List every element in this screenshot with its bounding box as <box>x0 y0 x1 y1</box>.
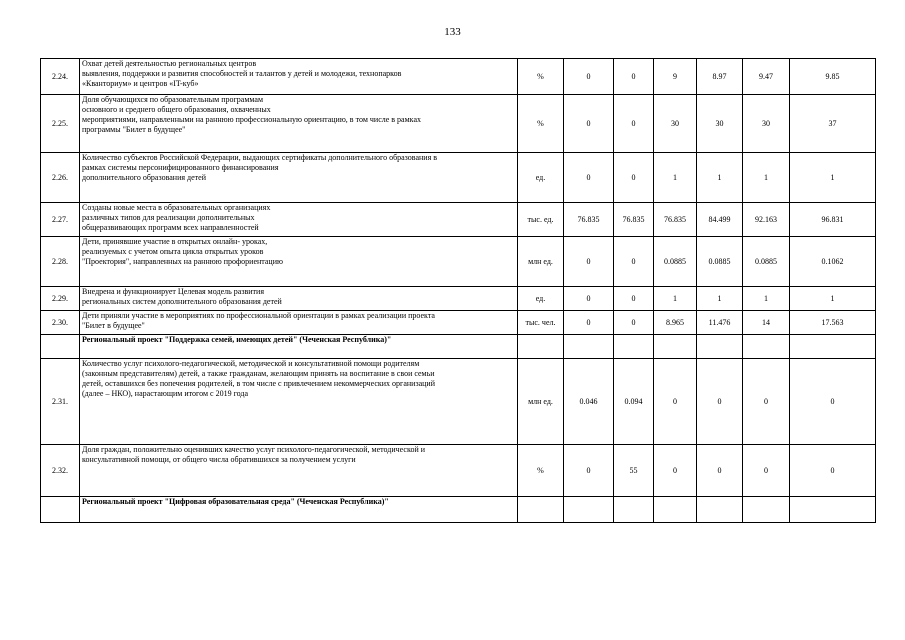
section-title-cell <box>80 335 518 359</box>
description-line: региональных систем дополнительного образования детей <box>82 297 282 306</box>
value-cell: 0.0885 <box>697 237 743 287</box>
value-cell: 8.97 <box>697 59 743 95</box>
value-cell: 30 <box>743 95 790 153</box>
table-row <box>41 311 876 335</box>
value-cell: 76.835 <box>614 203 654 237</box>
empty-cell <box>743 335 790 359</box>
value-cell: 8.965 <box>654 311 697 335</box>
unit-cell: % <box>518 95 564 153</box>
empty-cell <box>564 497 614 523</box>
row-number: 2.28. <box>41 237 80 287</box>
value-cell: 9.47 <box>743 59 790 95</box>
value-cell: 0 <box>564 59 614 95</box>
empty-cell <box>518 335 564 359</box>
value-cell: 55 <box>614 445 654 497</box>
description-line: "Билет в будущее" <box>82 321 145 330</box>
value-cell: 0.046 <box>564 359 614 445</box>
value-cell: 0.0885 <box>654 237 697 287</box>
value-cell: 0 <box>564 311 614 335</box>
empty-cell <box>697 335 743 359</box>
section-row <box>41 335 876 359</box>
value-cell: 30 <box>697 95 743 153</box>
value-cell: 0 <box>654 445 697 497</box>
indicator-description <box>80 153 518 203</box>
description-line: Внедрена и функционирует Целевая модель развития <box>82 287 265 296</box>
description-line: Количество субъектов Российской Федерации, выдающих сертификаты дополнительного образования в <box>82 153 438 162</box>
indicator-description <box>80 445 518 497</box>
empty-cell <box>564 335 614 359</box>
description-line: Доля обучающихся по образовательным программам <box>82 95 264 104</box>
empty-cell <box>790 497 876 523</box>
value-cell: 1 <box>654 287 697 311</box>
value-cell: 76.835 <box>564 203 614 237</box>
description-line: общеразвивающих программ всех направленностей <box>82 223 259 232</box>
description-line: детей, оставшихся без попечения родителей, в том числе с привлечением некоммерческих организаций <box>82 379 435 388</box>
row-number-cell <box>41 335 80 359</box>
unit-cell: ед. <box>518 153 564 203</box>
empty-cell <box>654 335 697 359</box>
empty-cell <box>614 497 654 523</box>
table-row <box>41 203 876 237</box>
value-cell: 1 <box>743 153 790 203</box>
indicator-description <box>80 287 518 311</box>
value-cell: 30 <box>654 95 697 153</box>
empty-cell <box>518 497 564 523</box>
description-line: консультативной помощи, от общего числа обратившихся за получением услуги <box>82 455 356 464</box>
description-line: мероприятиями, направленными на раннюю профессиональную ориентацию, в том числе в рамках <box>82 115 421 124</box>
value-cell: 84.499 <box>697 203 743 237</box>
section-title-cell <box>80 497 518 523</box>
indicator-description <box>80 95 518 153</box>
table-row <box>41 237 876 287</box>
unit-cell: млн ед. <box>518 237 564 287</box>
unit-cell: тыс. ед. <box>518 203 564 237</box>
row-number: 2.32. <box>41 445 80 497</box>
value-cell: 0 <box>614 237 654 287</box>
row-number-cell <box>41 497 80 523</box>
description-line: (далее – НКО), нарастающим итогом с 2019 года <box>82 389 249 398</box>
description-line: программы "Билет в будущее" <box>82 125 186 134</box>
row-number: 2.29. <box>41 287 80 311</box>
table-row <box>41 153 876 203</box>
unit-cell: млн ед. <box>518 359 564 445</box>
value-cell: 0 <box>564 287 614 311</box>
description-line: Охват детей деятельностью региональных центров <box>82 59 257 68</box>
value-cell: 76.835 <box>654 203 697 237</box>
value-cell: 0 <box>614 311 654 335</box>
row-number: 2.26. <box>41 153 80 203</box>
description-line: реализуемых с учетом опыта цикла открытых уроков <box>82 247 264 256</box>
value-cell: 11.476 <box>697 311 743 335</box>
table-row <box>41 95 876 153</box>
section-title: Региональный проект "Цифровая образовательная среда" (Чеченская Республика)" <box>82 497 389 506</box>
value-cell: 0.0885 <box>743 237 790 287</box>
row-number: 2.30. <box>41 311 80 335</box>
indicator-description <box>80 203 518 237</box>
description-line: Дети приняли участие в мероприятиях по профессиональной ориентации в рамках реализации проекта <box>82 311 435 320</box>
value-cell: 0 <box>564 237 614 287</box>
empty-cell <box>654 497 697 523</box>
value-cell: 1 <box>790 287 876 311</box>
unit-cell: % <box>518 59 564 95</box>
value-cell: 9 <box>654 59 697 95</box>
description-line: Созданы новые места в образовательных организациях <box>82 203 271 212</box>
value-cell: 1 <box>697 153 743 203</box>
description-line: Количество услуг психолого-педагогической, методической и консультативной помощи родителям <box>82 359 420 368</box>
value-cell: 0 <box>614 287 654 311</box>
description-line: основного и среднего общего образования, охваченных <box>82 105 271 114</box>
table-row <box>41 359 876 445</box>
value-cell: 1 <box>654 153 697 203</box>
value-cell: 17.563 <box>790 311 876 335</box>
value-cell: 14 <box>743 311 790 335</box>
value-cell: 0 <box>790 359 876 445</box>
value-cell: 0 <box>697 359 743 445</box>
description-line: выявления, поддержки и развития способностей и талантов у детей и молодежи, технопарков <box>82 69 402 78</box>
indicator-description <box>80 237 518 287</box>
section-row <box>41 497 876 523</box>
value-cell: 1 <box>743 287 790 311</box>
table-row <box>41 59 876 95</box>
description-line: Доля граждан, положительно оценивших качество услуг психолого-педагогической, методической и <box>82 445 426 454</box>
indicator-description <box>80 359 518 445</box>
description-line: (законным представителям) детей, а также гражданам, желающим принять на воспитание в свои семьи <box>82 369 435 378</box>
value-cell: 96.831 <box>790 203 876 237</box>
value-cell: 37 <box>790 95 876 153</box>
unit-cell: ед. <box>518 287 564 311</box>
value-cell: 0.1062 <box>790 237 876 287</box>
value-cell: 92.163 <box>743 203 790 237</box>
section-title: Региональный проект "Поддержка семей, имеющих детей" (Чеченская Республика)" <box>82 335 392 344</box>
value-cell: 0 <box>564 153 614 203</box>
value-cell: 0 <box>790 445 876 497</box>
description-line: рамках системы персонифицированного финансирования <box>82 163 279 172</box>
empty-cell <box>743 497 790 523</box>
value-cell: 0 <box>654 359 697 445</box>
indicator-description <box>80 311 518 335</box>
value-cell: 9.85 <box>790 59 876 95</box>
description-line: «Кванториум» и центров «IT-куб» <box>82 79 199 88</box>
value-cell: 0.094 <box>614 359 654 445</box>
description-line: Дети, принявшие участие в открытых онлайн- уроках, <box>82 237 268 246</box>
value-cell: 0 <box>614 153 654 203</box>
value-cell: 0 <box>697 445 743 497</box>
table-row <box>41 287 876 311</box>
value-cell: 0 <box>564 95 614 153</box>
unit-cell: тыс. чел. <box>518 311 564 335</box>
value-cell: 0 <box>564 445 614 497</box>
value-cell: 0 <box>614 95 654 153</box>
row-number: 2.24. <box>41 59 80 95</box>
table-row <box>41 445 876 497</box>
value-cell: 0 <box>743 359 790 445</box>
indicator-description <box>80 59 518 95</box>
empty-cell <box>697 497 743 523</box>
unit-cell: % <box>518 445 564 497</box>
indicators-table <box>40 58 876 523</box>
page-number: 133 <box>444 26 461 38</box>
row-number: 2.27. <box>41 203 80 237</box>
description-line: дополнительного образования детей <box>82 173 206 182</box>
value-cell: 0 <box>743 445 790 497</box>
value-cell: 1 <box>790 153 876 203</box>
value-cell: 0 <box>614 59 654 95</box>
row-number: 2.31. <box>41 359 80 445</box>
empty-cell <box>790 335 876 359</box>
description-line: "Проектория", направленных на раннюю профориентацию <box>82 257 283 266</box>
row-number: 2.25. <box>41 95 80 153</box>
description-line: различных типов для реализации дополнительных <box>82 213 255 222</box>
empty-cell <box>614 335 654 359</box>
value-cell: 1 <box>697 287 743 311</box>
